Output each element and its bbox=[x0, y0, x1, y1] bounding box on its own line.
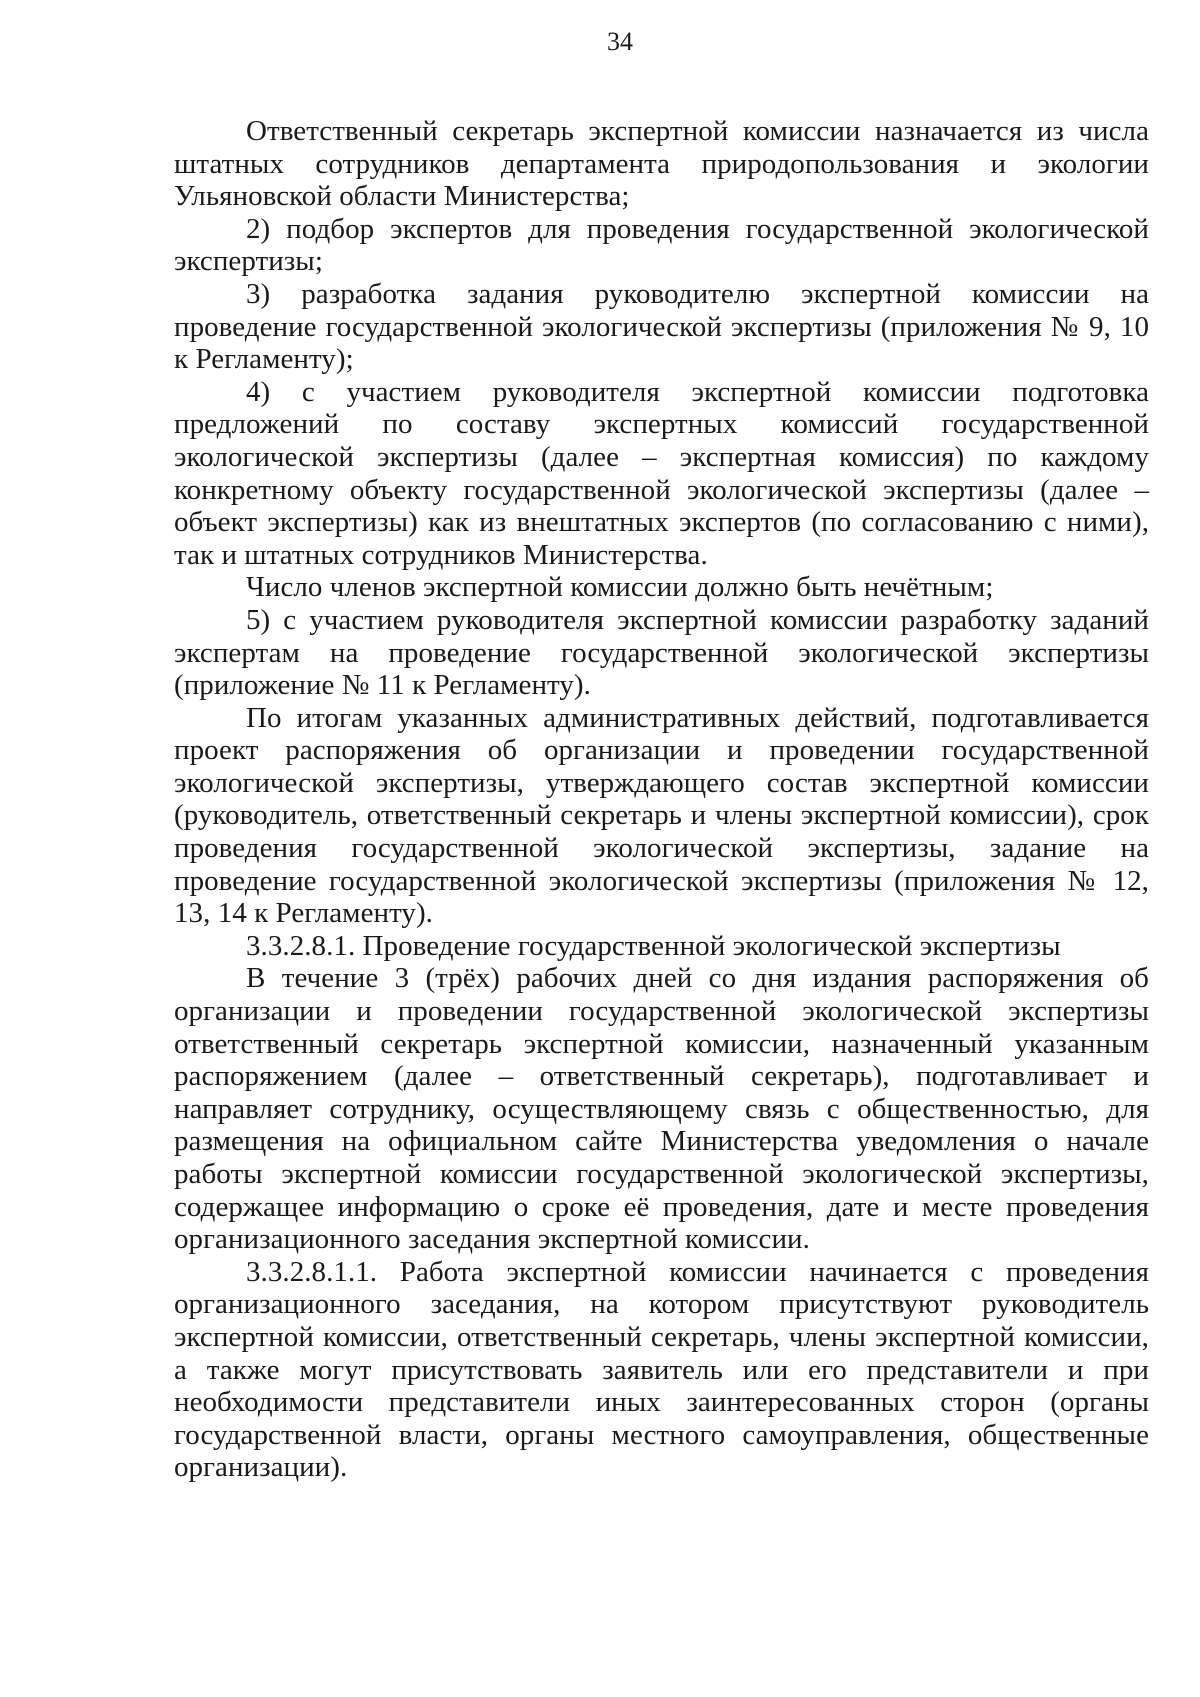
paragraph-item-2: 2) подбор экспертов для проведения государственной экологической экспертизы; bbox=[174, 212, 1149, 278]
section-heading-3-3-2-8-1: 3.3.2.8.1. Проведение государственной экологической экспертизы bbox=[246, 929, 1061, 962]
document-body bbox=[174, 115, 1149, 1484]
paragraph-item-5: 5) с участием руководителя экспертной комиссии разработку заданий экспертам на проведение государственной экологической экспертизы (приложение № 11 к Регламенту). bbox=[174, 603, 1149, 702]
paragraph-item-3: 3) разработка задания руководителю экспертной комиссии на проведение государственной экологической экспертизы (приложения № 9, 10 к Регламенту); bbox=[174, 277, 1149, 376]
paragraph-secretary-appointment: Ответственный секретарь экспертной комиссии назначается из числа штатных сотрудников департамента природопользования и экологии Ульяновской области Министерства; bbox=[174, 115, 1149, 213]
paragraph-results: По итогам указанных административных действий, подготавливается проект распоряжения об организации и проведении государственной экологической экспертизы, утверждающего состав экспертной комиссии (руководитель, ответственный секретарь и члены экспертной комиссии), срок проведения государственной экологической экспертизы, задание на проведение государственной экологической экспертизы (приложения № 12, 13, 14 к Регламенту). bbox=[174, 701, 1149, 930]
paragraph-members-count: Число членов экспертной комиссии должно быть нечётным; bbox=[246, 571, 994, 604]
page-number: 34 bbox=[607, 27, 633, 56]
paragraph-notification: В течение 3 (трёх) рабочих дней со дня издания распоряжения об организации и проведении государственной экологической экспертизы ответственный секретарь экспертной комиссии, назначенный указанным распоряжением (далее – ответственный секретарь), подготавливает и направляет сотруднику, осуществляющему связь с общественностью, для размещения на официальном сайте Министерства уведомления о начале работы экспертной комиссии государственной экологической экспертизы, содержащее информацию о сроке её проведения, дате и месте проведения организационного заседания экспертной комиссии. bbox=[174, 962, 1149, 1256]
section-3-3-2-8-1-1: 3.3.2.8.1.1. Работа экспертной комиссии начинается с проведения организационного заседания, на котором присутствуют руководитель экспертной комиссии, ответственный секретарь, члены экспертной комиссии, а также могут присутствовать заявитель или его представители и при необходимости представители иных заинтересованных сторон (органы государственной власти, органы местного самоуправления, общественные организации). bbox=[174, 1255, 1149, 1484]
paragraph-item-4: 4) с участием руководителя экспертной комиссии подготовка предложений по составу экспертных комиссий государственной экологической экспертизы (далее – экспертная комиссия) по каждому конкретному объекту государственной экологической экспертизы (далее – объект экспертизы) как из внештатных экспертов (по согласованию с ними), так и штатных сотрудников Министерства. bbox=[174, 375, 1149, 571]
